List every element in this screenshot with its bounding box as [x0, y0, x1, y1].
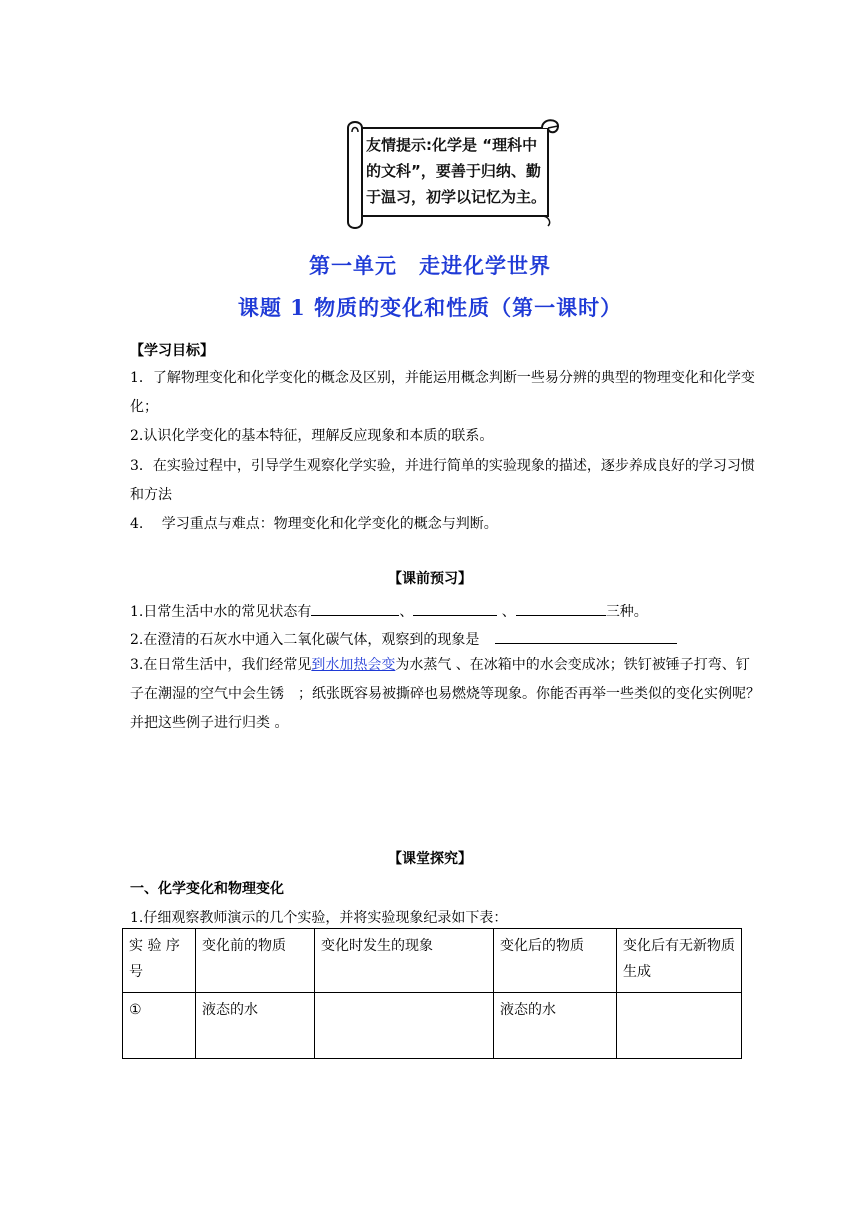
table-header-row — [123, 929, 742, 993]
preview-question-3 — [130, 651, 760, 738]
q1-prefix: 1.日常生活中水的常见状态有 — [130, 604, 312, 620]
classroom-heading: 【课堂探究】 — [388, 851, 472, 867]
unit-title: 第一单元 走进化学世界 — [309, 253, 551, 278]
q3-text-b: 为水蒸气 、在冰箱中的水会变成冰；铁钉被锤子打弯、钉子在潮湿的空气中会生锈 ；纸张既容易被撕碎也易燃烧等现象。你能否再举一些类似的变化实例呢？并把这些例子进行归类 。 — [130, 657, 760, 731]
table-header-cell: 变化前的物质 — [196, 929, 315, 993]
water-state-blank-3[interactable] — [516, 600, 606, 616]
tip-text: 友情提示:化学是 “理科中的文科”，要善于归纳、勤于温习，初学以记忆为主。 — [366, 136, 547, 206]
section-chemical-physical-change: 一、化学变化和物理变化 — [130, 881, 284, 897]
objectives-heading: 【学习目标】 — [130, 343, 214, 359]
objective-item-1: 1．了解物理变化和化学变化的概念及区别，并能运用概念判断一些易分辨的典型的物理变化和化学变化； — [130, 370, 755, 415]
objective-item-3: 3．在实验过程中，引导学生观察化学实验，并进行简单的实验现象的描述，逐步养成良好的学习习惯和方法 — [130, 458, 755, 503]
q1-suffix: 三种。 — [605, 604, 648, 620]
water-state-blank-1[interactable] — [311, 600, 399, 616]
q1-sep-1: 、 — [399, 604, 414, 620]
q2-text: 2.在澄清的石灰水中通入二氧化碳气体，观察到的现象是 — [130, 632, 480, 648]
experiment-observation-table — [122, 928, 742, 1059]
table-header-cell: 实 验 序号 — [123, 929, 196, 993]
table-cell[interactable] — [617, 993, 742, 1059]
table-header-cell: 变化时发生的现象 — [315, 929, 494, 993]
q3-text-a: 3.在日常生活中，我们经常见 — [130, 657, 312, 673]
preview-question-2 — [130, 628, 677, 650]
table-cell: 液态的水 — [196, 993, 315, 1059]
phenomenon-blank[interactable] — [495, 628, 677, 644]
q1-sep-2: 、 — [497, 604, 516, 620]
objective-item-4: 4. 学习重点与难点：物理变化和化学变化的概念与判断。 — [130, 516, 498, 532]
preview-heading: 【课前预习】 — [388, 571, 472, 587]
table-cell: 液态的水 — [494, 993, 617, 1059]
water-state-blank-2[interactable] — [413, 600, 497, 616]
table-cell: ① — [123, 993, 196, 1059]
table-cell[interactable] — [315, 993, 494, 1059]
q3-link[interactable]: 到水加热会变 — [311, 657, 396, 673]
table-row — [123, 993, 742, 1059]
preview-question-1 — [130, 600, 648, 622]
objective-item-2: 2.认识化学变化的基本特征，理解反应现象和本质的联系。 — [130, 428, 494, 444]
tip-scroll-banner — [342, 114, 562, 230]
lesson-title: 课题 1 物质的变化和性质（第一课时） — [237, 295, 623, 320]
table-header-cell: 变化后的物质 — [494, 929, 617, 993]
experiment-intro: 1.仔细观察教师演示的几个实验，并将实验现象纪录如下表： — [130, 910, 508, 926]
table-header-cell: 变化后有无新物质生成 — [617, 929, 742, 993]
